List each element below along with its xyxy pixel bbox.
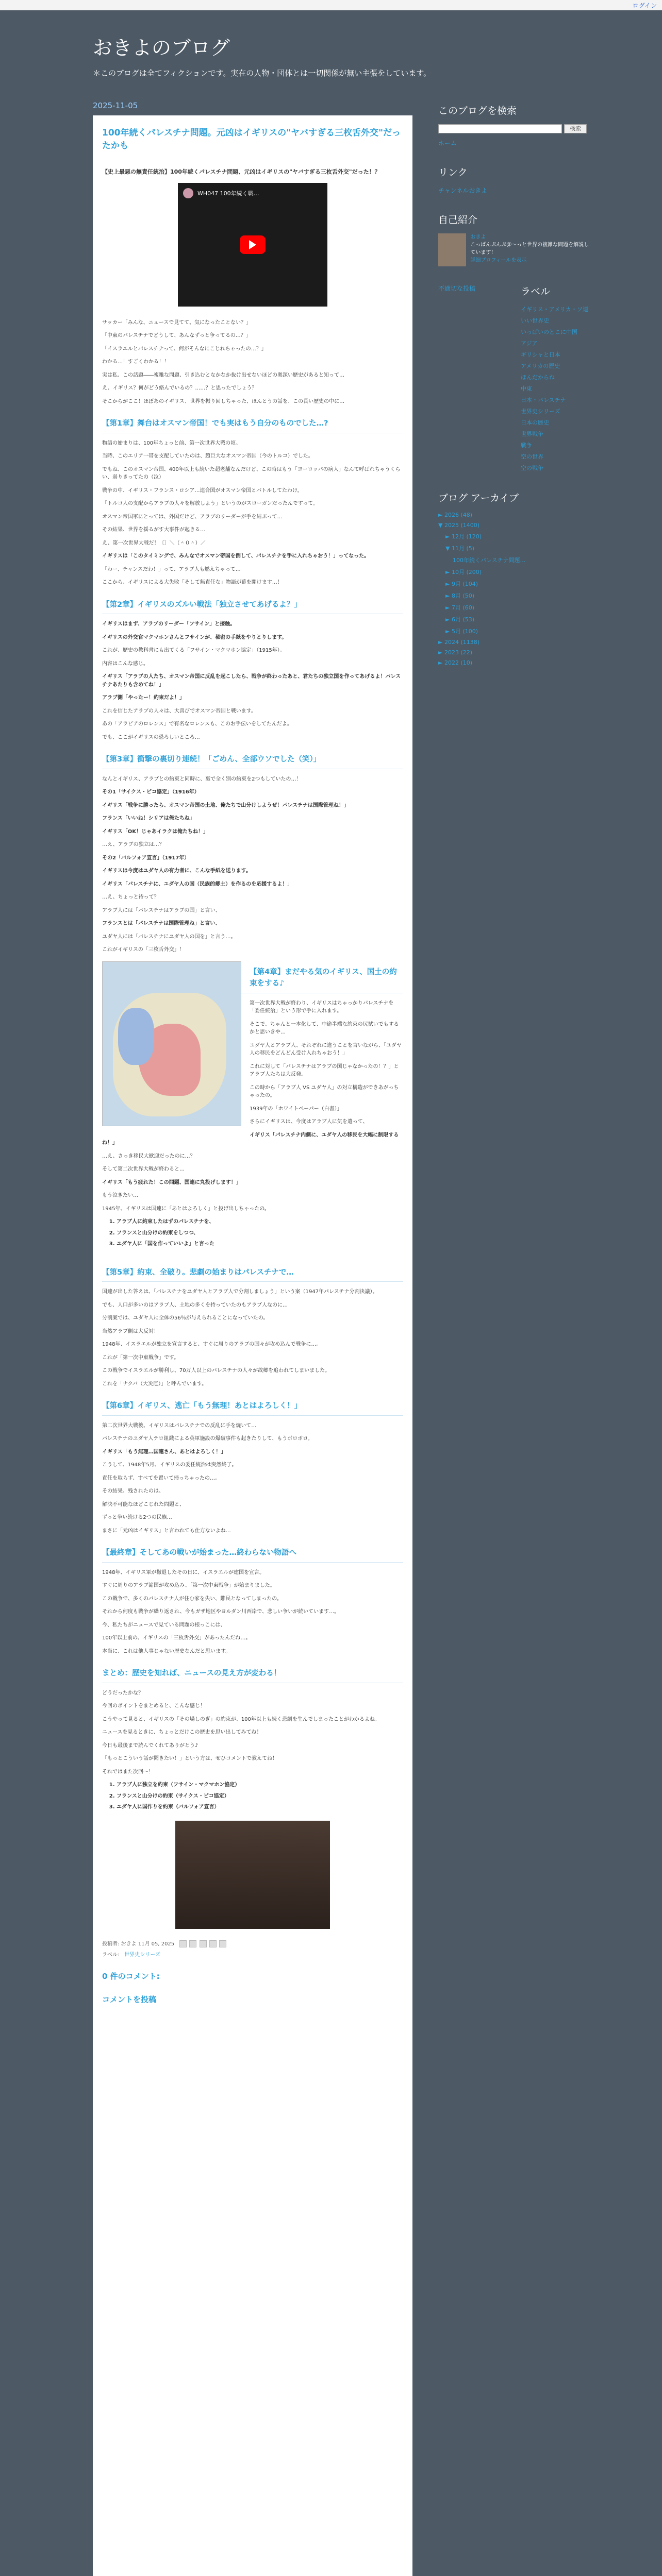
paragraph: わかる…！すごくわかる！！ <box>102 359 169 365</box>
paragraph: そこからがここ！ほぼあのイギリス、世界を振り回しちゃった、ほんとうの話を、この長い歴史の中に… <box>102 398 345 404</box>
paragraph: そこで、ちゃんと一本化して、中途半端な約束の尻拭いでもするかと思いきや… <box>250 1021 399 1036</box>
archive-widget <box>438 490 593 666</box>
channel-avatar <box>183 188 193 198</box>
paragraph: 「イスラエルとパレスチナって、何がそんなにこじれちゃったの…？」 <box>102 346 267 352</box>
paragraph: これが「第一次中東戦争」です。 <box>102 1354 179 1361</box>
paragraph: 「もっとこういう話が聞きたい！」という方は、ぜひコメントで教えてね！ <box>102 1756 277 1762</box>
archive-link[interactable]: ► 6月 (53) <box>445 616 475 623</box>
search-button[interactable]: 検索 <box>564 124 587 133</box>
section-heading-8: まとめ：歴史を知れば、ニュースの見え方が変わる！ <box>102 1668 403 1683</box>
paragraph: 実は私、この話題――複雑な問題、引き込むとなかなか抜け出せないほどの奥深い歴史があると知って… <box>102 372 344 378</box>
paragraph: さらにイギリスは、今度はアラブ人に気を遣って、 <box>250 1119 368 1125</box>
paragraph: え、第一次世界大戦だ！〔〕＼（＾０＾）／ <box>102 540 206 546</box>
comments-count: 0 件のコメント: <box>102 1971 160 1981</box>
section-1-text <box>102 439 403 587</box>
post-author-date[interactable]: 投稿者: おきよ 11月 05, 2025 <box>102 1941 175 1947</box>
post-body <box>93 115 412 2576</box>
youtube-embed[interactable] <box>178 183 327 307</box>
paragraph: 「トルコ人の支配からアラブの人々を解放しよう」というのがスローガンだったんですって。 <box>102 501 318 507</box>
paragraph: 今、私たちがニュースで見ている問題の根っこには、 <box>102 1622 226 1628</box>
author-photo <box>175 1821 330 1929</box>
label-link[interactable]: 世界戦争 <box>521 431 543 437</box>
label-link[interactable]: アメリカの歴史 <box>521 363 560 369</box>
paragraph: ユダヤ人とアラブ人、それぞれに違うことを言いながら、「ユダヤ人の移民をどんどん受け入れちゃおう！」 <box>250 1042 402 1057</box>
list-item: 2. フランスと山分けの約束をしつつ、 <box>117 1229 403 1238</box>
labels-caption: ラベル: <box>102 1952 120 1958</box>
paragraph: 1939年の「ホワイトペーパー（白書）」 <box>250 1106 342 1112</box>
label-link[interactable]: ギリシャと日本 <box>521 351 560 358</box>
paragraph: ここから、イギリスによる大失敗「そして無責任な」物語が幕を開けます…！ <box>102 580 283 586</box>
section-heading-6: 【第6章】イギリス、逃亡「もう無理！あとはよろしく！」 <box>102 1400 403 1415</box>
summary-item: 3. ユダヤ人に国作りを約束（バルフォア宣言） <box>117 1803 403 1811</box>
paragraph: この戦争で、多くのパレスチナ人が住む家を失い、難民となってしまったの。 <box>102 1596 282 1602</box>
paragraph: イギリスは「このタイミングで、みんなでオスマン帝国を倒して、パレスチナを手に入れちゃおう！」ってなった。 <box>102 553 370 560</box>
paragraph: それではまた次回〜！ <box>102 1769 154 1775</box>
paragraph: ユダヤ人には「パレスチナにユダヤ人の国を」と言う…。 <box>102 934 236 940</box>
paragraph: 本当に、これは他人事じゃない歴史なんだと思います。 <box>102 1648 231 1654</box>
search-title: このブログを検索 <box>438 105 517 116</box>
paragraph: フランスとは「パレスチナは国際管理ね」と言い、 <box>102 921 221 927</box>
section-8-text <box>102 1689 403 1776</box>
archive-link[interactable]: ► 12月 (120) <box>445 533 482 540</box>
sidebar <box>438 103 593 684</box>
paragraph: その2「バルフォア宣言」（1917年） <box>102 855 190 861</box>
paragraph: こうして、1948年5月、イギリスの委任統治は突然終了。 <box>102 1462 237 1468</box>
profile-text: こっぱんぷんぷ＠〜っと世界の複雑な問題を解説しています！ <box>470 242 589 256</box>
section-6-text <box>102 1422 403 1535</box>
post-lead: 【史上最悪の無責任統治】100年続くパレスチナ問題、元凶はイギリスの"ヤバすぎる三枚舌外交"だった！？ <box>102 168 380 176</box>
archive-link[interactable]: ► 10月 (200) <box>445 569 482 575</box>
labels-title: ラベル <box>521 286 551 297</box>
blogger-navbar <box>0 0 662 10</box>
play-button-icon[interactable] <box>240 235 266 254</box>
label-link[interactable]: イギリス・アメリカ・ソ連 <box>521 306 589 313</box>
section-heading-5: 【第5章】約束、全破り。悲劇の始まりはパレスチナで… <box>102 1267 403 1282</box>
paragraph: イギリス「もう疲れた！この問題、国連に丸投げします！」 <box>102 1179 241 1185</box>
paragraph: その結果、世界を揺るがす大事件が起きる… <box>102 527 205 533</box>
paragraph: イギリス「パレスチナ内側に、ユダヤ人の移民を大幅に制限するね！」 <box>102 1132 399 1146</box>
archive-link[interactable]: ▼ 11月 (5) <box>445 545 475 552</box>
paragraph: 内容はこんな感じ。 <box>102 660 148 667</box>
summary-item: 1. アラブ人に独立を約束（フサイン・マクマホン協定） <box>117 1781 403 1789</box>
paragraph: これに対して「パレスチナはアラブの国じゃなかったの！？」とアラブ人たちは大反発。 <box>250 1063 399 1078</box>
archive-link[interactable]: ▼ 2025 (1400) <box>438 522 480 529</box>
paragraph: この時から「アラブ人 VS ユダヤ人」の対立構造ができあがっちゃったの。 <box>250 1084 399 1099</box>
comments-section <box>102 1971 403 2006</box>
pinterest-share-icon[interactable] <box>219 1940 226 1947</box>
labels-row <box>438 284 593 475</box>
label-link[interactable]: アジア <box>521 340 538 347</box>
paragraph: 今日も最後まで読んでくれてありがとう♪ <box>102 1742 198 1749</box>
paragraph: これがイギリスの「三枚舌外交」！ <box>102 947 185 953</box>
label-link[interactable]: 日本の歴史 <box>521 419 549 426</box>
archive-link[interactable]: ► 5月 (100) <box>445 628 478 635</box>
archive-link[interactable]: ► 2026 (48) <box>438 512 473 518</box>
paragraph: 戦争の中、イギリス・フランス・ロシア…連合国がオスマン帝国とバトルしてたわけ。 <box>102 487 303 494</box>
label-link[interactable]: 世界史シリーズ <box>521 408 560 415</box>
link-channel[interactable]: チャンネルおきよ <box>438 187 488 194</box>
paragraph: ニュースを見るときに、ちょっとだけこの歴史を思い出してみてね！ <box>102 1730 262 1736</box>
archive-link[interactable]: 100年続くパレスチナ問題… <box>453 557 526 564</box>
paragraph: でもね、このオスマン帝国、400年以上も続いた超老舗なんだけど、この時はもう「ヨーロッパの病人」なんて呼ばれちゃうくらい、弱りきってたの（泣） <box>102 466 401 481</box>
email-share-icon[interactable] <box>179 1940 187 1947</box>
links-title: リンク <box>438 167 468 178</box>
paragraph: 当時、このエリア一帯を支配していたのは、超巨大なオスマン帝国（今のトルコ）でした。 <box>102 453 313 460</box>
paragraph: 今回のポイントをまとめると、こんな感じ！ <box>102 1703 205 1709</box>
paragraph: これが、歴史の教科書にも出てくる「フサイン・マクマホン協定」（1915年）。 <box>102 648 285 654</box>
paragraph: 解決不可能なほどこじれた問題と、 <box>102 1501 185 1507</box>
paragraph: これを信じたアラブの人々は、大喜びでオスマン帝国と戦います。 <box>102 708 256 714</box>
paragraph: すぐに周りのアラブ諸国が攻め込み、「第一次中東戦争」が始まりました。 <box>102 1583 275 1589</box>
paragraph: 責任を取らず、すべてを置いて帰っちゃったの…。 <box>102 1475 220 1481</box>
paragraph: 国連が出した答えは、「パレスチナをユダヤ人とアラブ人で分割しましょう」という案（1947年パレスチナ分割決議）。 <box>102 1289 378 1295</box>
paragraph: ずっと争い続ける2つの民族… <box>102 1515 172 1521</box>
archive-link[interactable]: ► 2024 (1138) <box>438 639 480 646</box>
paragraph: イギリス「アラブの人たち、オスマン帝国に反乱を起こしたら、戦争が終わったあと、君たちの独立国を作ってあげるよ！パレスチナあたりも含めてね！」 <box>102 674 401 688</box>
label-link[interactable]: 空の世界 <box>521 453 543 460</box>
archive-link[interactable]: ► 8月 (50) <box>445 592 475 599</box>
archive-link[interactable]: ► 2023 (22) <box>438 649 473 656</box>
paragraph: イギリス「もう無理…国連さん、あとはよろしく！」 <box>102 1449 226 1455</box>
paragraph: 1948年、イギリス軍が撤退したその日に、イスラエルが建国を宣言。 <box>102 1569 265 1575</box>
paragraph: イギリス「パレスチナに、ユダヤ人の国（民族的郷土）を作るのを応援するよ！」 <box>102 881 293 887</box>
paragraph: それから何度も戦争が繰り返され、今もガザ地区やヨルダン川西岸で、悲しい争いが続いています…。 <box>102 1609 340 1615</box>
section-heading-1: 【第1章】舞台はオスマン帝国！でも実はもう自分のものでした…? <box>102 418 403 433</box>
section-3-text <box>102 775 403 954</box>
profile-link[interactable]: 詳細プロフィールを表示 <box>470 258 527 263</box>
blog-share-icon[interactable] <box>189 1940 196 1947</box>
post-comment-link[interactable]: コメントを投稿 <box>102 1994 157 2004</box>
section-heading-7: 【最終章】そしてあの戦いが始まった…終わらない物語へ <box>102 1547 403 1562</box>
paragraph: え、イギリス？何がどう絡んでいるの？……？と思ったでしょう？ <box>102 385 257 392</box>
profile-name[interactable]: おきよ <box>470 234 486 240</box>
paragraph: …え、ちょっと待って？ <box>102 894 159 901</box>
report-abuse-link[interactable]: 不適切な投稿 <box>438 285 476 292</box>
paragraph: 第二次世界大戦後、イギリスはパレスチナでの反乱に手を焼いて… <box>102 1422 257 1429</box>
label-link[interactable]: 中東 <box>521 385 532 392</box>
section-heading-2: 【第2章】イギリスのズルい戦法「独立させてあげるよ？」 <box>102 599 403 614</box>
paragraph: その結果、残されたのは、 <box>102 1488 164 1495</box>
archive-title: ブログ アーカイブ <box>438 493 519 504</box>
paragraph: …え、アラブの独立は…？ <box>102 842 164 848</box>
paragraph: フランス「いいね！シリアは俺たちね」 <box>102 816 195 822</box>
paragraph: イギリス「OK！じゃあイラクは俺たちね！」 <box>102 828 209 835</box>
archive-link[interactable]: ► 2022 (10) <box>438 659 473 666</box>
summary-item: 2. フランスと山分けの約束（サイクス・ピコ協定） <box>117 1792 403 1801</box>
paragraph: …え、さっき移民大歓迎だったのに…？ <box>102 1153 195 1159</box>
paragraph: どうだったかな？ <box>102 1690 143 1696</box>
paragraph: アラブ側「やったー！約束だよ！」 <box>102 695 185 701</box>
paragraph: 物語の始まりは、100年ちょっと前、第一次世界大戦の頃。 <box>102 440 241 446</box>
archive-link[interactable]: ► 7月 (60) <box>445 604 475 611</box>
label-link[interactable]: いっぱいのとこに中国 <box>521 329 577 335</box>
labels-widget <box>521 284 593 475</box>
paragraph: イギリス「戦争に勝ったら、オスマン帝国の土地、俺たちで山分けしようぜ！パレスチナは国際管理ね！」 <box>102 802 349 808</box>
section-4-list <box>117 1218 403 1248</box>
paragraph: イギリスは今度はユダヤ人の有力者に、こんな手紙を送ります。 <box>102 868 251 874</box>
paragraph: こうやって見ると、イギリスの「その場しのぎ」の約束が、100年以上も続く悲劇を生んでしまったことがわかるよね。 <box>102 1716 380 1722</box>
section-2-text <box>102 620 403 741</box>
section-heading-4: 【第4章】まだやる気のイギリス、国土の約束をする♪ <box>102 967 403 993</box>
paragraph: イギリスはまず、アラブのリーダー「フサイン」と接触。 <box>102 621 236 628</box>
section-5-text <box>102 1288 403 1388</box>
paragraph: 分割案では、ユダヤ人に全体の56％が与えられることになっていたの。 <box>102 1315 269 1321</box>
video-title: WH047 100年続く戦… <box>197 190 259 197</box>
profile-title: 自己紹介 <box>438 214 478 226</box>
paragraph: 1948年、イスラエルが独立を宣言すると、すぐに周りのアラブの国々が攻め込んで戦争に…。 <box>102 1342 322 1348</box>
sidebar-home-link[interactable]: ホーム <box>438 140 457 147</box>
paragraph: もう泣きたい… <box>102 1193 138 1199</box>
label-link[interactable]: 世界史シリーズ <box>124 1952 160 1958</box>
paragraph: これを「ナクバ（大災厄）」と呼んでいます。 <box>102 1381 207 1387</box>
paragraph: 当然アラブ側は大反対！ <box>102 1328 159 1334</box>
signin-link[interactable]: ログイン <box>632 2 657 9</box>
paragraph: 1945年、イギリスは国連に「あとはよろしく」と投げ出しちゃったの。 <box>102 1206 270 1212</box>
section-heading-3: 【第3章】衝撃の裏切り連続！「ごめん、全部ウソでした（笑）」 <box>102 754 403 769</box>
search-widget <box>438 103 593 147</box>
profile-widget <box>438 212 593 266</box>
paragraph: サッカー「みんな、ニュースで見てて、気になったことない？」 <box>102 319 252 326</box>
label-link[interactable]: ほんだからね <box>521 374 555 381</box>
paragraph: まさに「元凶はイギリス」と言われても仕方ないよね… <box>102 1528 231 1534</box>
paragraph: 「わー、チャンスだわ！」って、アラブ人も燃えちゃって… <box>102 566 241 572</box>
label-link[interactable]: 空の戦争 <box>521 465 543 471</box>
summary-list <box>117 1781 403 1811</box>
section-7-text <box>102 1569 403 1656</box>
list-item: 1. アラブ人に約束したはずのパレスチナを、 <box>117 1218 403 1226</box>
paragraph: この戦争でイスラエルが勝利し、70万人以上のパレスチナの人々が故郷を追われてしまいました。 <box>102 1368 330 1374</box>
post-title[interactable]: 100年続くパレスチナ問題。元凶はイギリスの"ヤバすぎる三枚舌外交"だったかも <box>102 128 401 151</box>
palestine-map-image <box>102 961 241 1126</box>
intro-section <box>102 319 403 406</box>
paragraph: でも、人口が多いのはアラブ人、土地の多くを持っていたのもアラブ人なのに… <box>102 1302 288 1308</box>
archive-link[interactable]: ► 9月 (104) <box>445 581 478 587</box>
links-widget <box>438 165 593 195</box>
paragraph: なんとイギリス、アラブとの約束と同時に、裏で全く別の約束を2つもしていたの…！ <box>102 776 302 782</box>
paragraph: オスマン帝国軍にとっては、外国だけど、アラブのリーダーが手を結ぶって… <box>102 514 283 520</box>
paragraph: あの「アラビアのロレンス」で有名なロレンスも、このお手伝いをしてたんだよ。 <box>102 721 292 727</box>
paragraph: その1「サイクス・ピコ協定」（1916年） <box>102 789 200 795</box>
facebook-share-icon[interactable] <box>209 1940 217 1947</box>
paragraph: でも、ここがイギリスの恐ろしいところ… <box>102 734 200 740</box>
post-footer <box>102 1940 403 1959</box>
share-buttons <box>179 1940 227 1948</box>
paragraph: パレスチナのユダヤ人テロ組織による英軍施設の爆破事件も起きたりして、もうボロボロ。 <box>102 1436 313 1442</box>
paragraph: 「中東のパレスチナでどうして、あんなずっと争ってるの…？」 <box>102 333 251 339</box>
label-link[interactable]: 日本・パレスチナ <box>521 397 566 403</box>
label-link[interactable]: いい世界史 <box>521 317 549 324</box>
avatar[interactable] <box>438 233 466 266</box>
list-item: 3. ユダヤ人に「国を作っていいよ」と言った <box>117 1240 403 1248</box>
blog-description: ＊このブログは全てフィクションです。実在の人物・団体とは一切関係が無い主張をしています。 <box>93 69 432 78</box>
search-input[interactable] <box>438 124 562 133</box>
paragraph: そして第二次世界大戦が終わると… <box>102 1166 185 1173</box>
paragraph: アラブ人には「パレスチナはアラブの国」と言い、 <box>102 907 221 913</box>
label-link[interactable]: 戦争 <box>521 442 532 449</box>
paragraph: イギリスの外交官マクマホンさんとフサインが、秘密の手紙をやりとりします。 <box>102 634 287 640</box>
paragraph: 100年以上前の、イギリスの「三枚舌外交」があったんだね…。 <box>102 1635 251 1641</box>
x-share-icon[interactable] <box>200 1940 207 1947</box>
post-date: 2025-11-05 <box>93 101 138 110</box>
paragraph: 第一次世界大戦が終わり、イギリスはちゃっかりパレスチナを「委任統治」という形で手に入れます。 <box>250 1000 394 1014</box>
blog-header <box>0 10 662 82</box>
blog-title[interactable]: おきよのブログ <box>93 37 230 59</box>
